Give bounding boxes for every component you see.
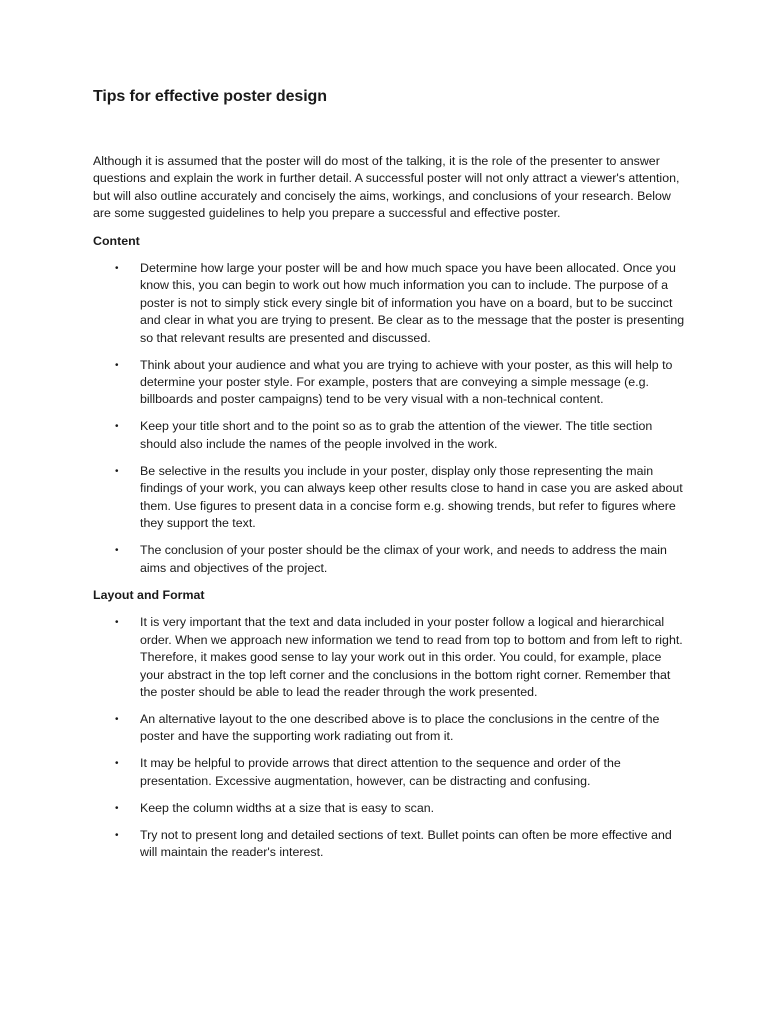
list-item-text: Determine how large your poster will be and how much space you have been allocated. Once you know this, you can begin to work out how much information you can to include. The purpose of a poster is not to simply stick every single bit of information you have on a board, but to be succinct and clear in what you are trying to present. Be clear as to the message that the poster is presenting so that relevant results are presented and discussed. (140, 261, 685, 345)
document-title: Tips for effective poster design (93, 88, 327, 105)
list-item (93, 418, 685, 453)
list-item-text: Keep your title short and to the point so as to grab the attention of the viewer. The title section should also include the names of the people involved in the work. (140, 419, 653, 451)
list-item-text: Think about your audience and what you are trying to achieve with your poster, as this will help to determine your poster style. For example, posters that are conveying a simple message (e.g. billboards and poster campaigns) tend to be very visual with a non-technical content. (140, 357, 673, 407)
bullet-icon: • (115, 802, 119, 814)
bullet-icon: • (115, 421, 119, 433)
list-item (93, 260, 685, 347)
list-item-text: An alternative layout to the one described above is to place the conclusions in the centre of the poster and have the supporting work radiating out from it. (140, 711, 660, 744)
list-item-text: The conclusion of your poster should be the climax of your work, and needs to address the main aims and objectives of the project. (140, 543, 667, 575)
intro-paragraph: Although it is assumed that the poster will do most of the talking, it is the role of the presenter to answer questions and explain the work in further detail. A successful poster will not only attract a viewer's attention, but will also outline accurately and concisely the aims, workings, and conclusions of your research. Below are some suggested guidelines to help you prepare a successful and effective poster. (93, 154, 680, 221)
list-item (93, 542, 685, 577)
bullet-icon: • (115, 758, 119, 770)
list-item-text: It is very important that the text and data included in your poster follow a logical and hierarchical order. When we approach new information we tend to read from top to bottom and from left to right. Therefore, it makes good sense to lay your work out in this order. You could, for example, place your abstract in the top left corner and the conclusions in the bottom right corner. Remember that the poster should be able to lead the reader through the work presented. (140, 615, 683, 699)
list-item (93, 800, 685, 817)
section-heading-content: Content (93, 233, 140, 248)
content-bullet-list (93, 260, 685, 577)
list-item-text: Be selective in the results you include in your poster, display only those representing the main findings of your work, you can always keep other results close to hand in case you are asked about them. Use figures to present data in a concise form e.g. showing trends, but refer to figures where they support the text. (140, 463, 683, 531)
list-item-text: It may be helpful to provide arrows that direct attention to the sequence and order of the presentation. Excessive augmentation, however, can be distracting and confusing. (140, 756, 621, 788)
document-page (93, 88, 685, 871)
list-item-text: Try not to present long and detailed sections of text. Bullet points can often be more effective and will maintain the reader's interest. (140, 827, 672, 860)
bullet-icon: • (115, 617, 119, 629)
layout-bullet-list (93, 614, 685, 861)
list-item (93, 711, 685, 746)
section-heading-layout-and-format: Layout and Format (93, 587, 205, 602)
bullet-icon: • (115, 545, 119, 557)
section-content (93, 233, 685, 577)
list-item (93, 357, 685, 409)
list-item (93, 827, 685, 862)
list-item-text: Keep the column widths at a size that is easy to scan. (140, 800, 435, 815)
bullet-icon: • (115, 829, 119, 841)
list-item (93, 463, 685, 533)
section-layout-and-format (93, 587, 685, 862)
bullet-icon: • (115, 263, 119, 275)
bullet-icon: • (115, 465, 119, 477)
bullet-icon: • (115, 359, 119, 371)
list-item (93, 614, 685, 701)
list-item (93, 755, 685, 790)
bullet-icon: • (115, 713, 119, 725)
